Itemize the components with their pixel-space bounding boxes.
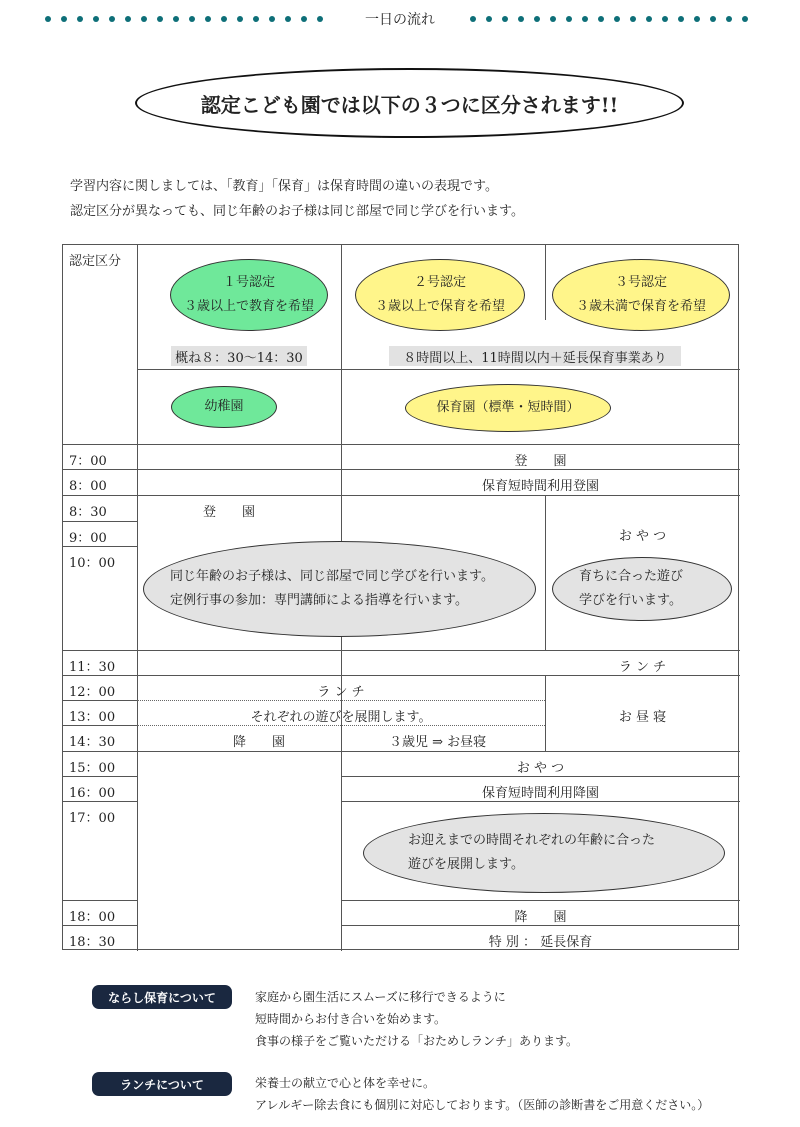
growth-line-2: 学びを行います。: [579, 593, 682, 608]
intro-line-2: 認定区分が異なっても、同じ年齢のお子様は同じ部屋で同じ学びを行います。: [70, 204, 524, 219]
note-text-adaptation: [255, 986, 578, 1052]
note-line: アレルギー除去食にも個別に対応しております。（医師の診断書をご用意ください。）: [255, 1098, 710, 1112]
arrival-0700: 登 園: [514, 454, 567, 469]
arrival-0830: 登 園: [203, 505, 256, 520]
schedule-table: [62, 244, 739, 950]
cert1-hours: 概ね８：30〜14：30: [171, 346, 307, 366]
same-age-line-2: 定例行事の参加：専門講師による指導を行います。: [170, 593, 468, 608]
time-label: 10：00: [69, 556, 116, 571]
time-label: 17：00: [69, 811, 116, 826]
page-title: 一日の流れ: [365, 12, 435, 28]
note-line: 栄養士の献立で心と体を幸せに。: [255, 1076, 436, 1090]
note-text-lunch: [255, 1072, 709, 1116]
headline-oval: 認定こども園では以下の３つに区分されます!!: [135, 68, 684, 138]
time-label: 18：00: [69, 910, 116, 925]
same-age-oval: [143, 541, 536, 637]
kindergarten-oval: 幼稚園: [171, 386, 277, 428]
play: それぞれの遊びを展開します。: [250, 710, 432, 725]
time-label: 13：00: [69, 710, 116, 725]
cert1-desc: ３歳以上で教育を希望: [183, 299, 314, 314]
time-label: 7：00: [69, 454, 107, 469]
growth-oval: [552, 557, 732, 621]
snack-pm: お や つ: [516, 761, 565, 776]
nap: お 昼 寝: [618, 710, 667, 725]
note-line: 食事の様子をご覧いただける「おためしランチ」あります。: [255, 1034, 579, 1048]
header-dots-left: [45, 15, 323, 23]
note-label-adaptation: ならし保育について: [92, 985, 232, 1009]
cert1-oval: [170, 259, 328, 331]
pickup-oval: [363, 813, 725, 893]
time-label: 15：00: [69, 761, 116, 776]
growth-line-1: 育ちに合った遊び: [579, 569, 684, 584]
departure-1: 降 園: [233, 735, 286, 750]
snack-am: お や つ: [618, 529, 667, 544]
time-label: 16：00: [69, 786, 116, 801]
note-label-lunch: ランチについて: [92, 1072, 232, 1096]
nursery-oval: 保育園（標準・短時間）: [405, 384, 611, 432]
cert3-title: ３号認定: [614, 275, 667, 290]
cert1-title: １号認定: [222, 275, 275, 290]
time-label: 8：30: [69, 505, 107, 520]
lunch-right: ラ ン チ: [618, 660, 667, 675]
cert23-hours: ８時間以上、11時間以内＋延長保育事業あり: [389, 346, 681, 366]
intro-line-1: 学習内容に関しましては、「教育」「保育」は保育時間の違いの表現です。: [70, 179, 498, 194]
time-label: 9：00: [69, 531, 107, 546]
cert2-oval: [355, 259, 525, 331]
extended-care: 特 別 ： 延長保育: [488, 935, 593, 950]
note-line: 家庭から園生活にスムーズに移行できるように: [255, 990, 506, 1004]
time-label: 11：30: [69, 660, 116, 675]
short-departure: 保育短時間利用降園: [481, 786, 599, 801]
cert2-desc: ３歳以上で保育を希望: [374, 299, 505, 314]
certification-label: 認定区分: [69, 254, 122, 269]
cert3-desc: ３歳未満で保育を希望: [575, 299, 706, 314]
cert3-oval: [552, 259, 730, 331]
time-label: 12：00: [69, 685, 116, 700]
time-label: 14：30: [69, 735, 116, 750]
age3-nap: ３歳児 ⇒ お昼寝: [389, 735, 487, 750]
pickup-line-1: お迎えまでの時間それぞれの年齢に合った: [408, 833, 656, 848]
departure-2: 降 園: [514, 910, 567, 925]
header-dots-right: [470, 15, 748, 23]
short-arrival: 保育短時間利用登園: [481, 479, 599, 494]
cert2-title: ２号認定: [413, 275, 466, 290]
time-label: 8：00: [69, 479, 107, 494]
time-label: 18：30: [69, 935, 116, 950]
note-line: 短時間からお付き合いを始めます。: [255, 1012, 447, 1026]
lunch-mid: ラ ン チ: [317, 685, 365, 700]
same-age-line-1: 同じ年齢のお子様は、同じ部屋で同じ学びを行います。: [170, 569, 494, 584]
pickup-line-2: 遊びを展開します。: [408, 857, 524, 872]
